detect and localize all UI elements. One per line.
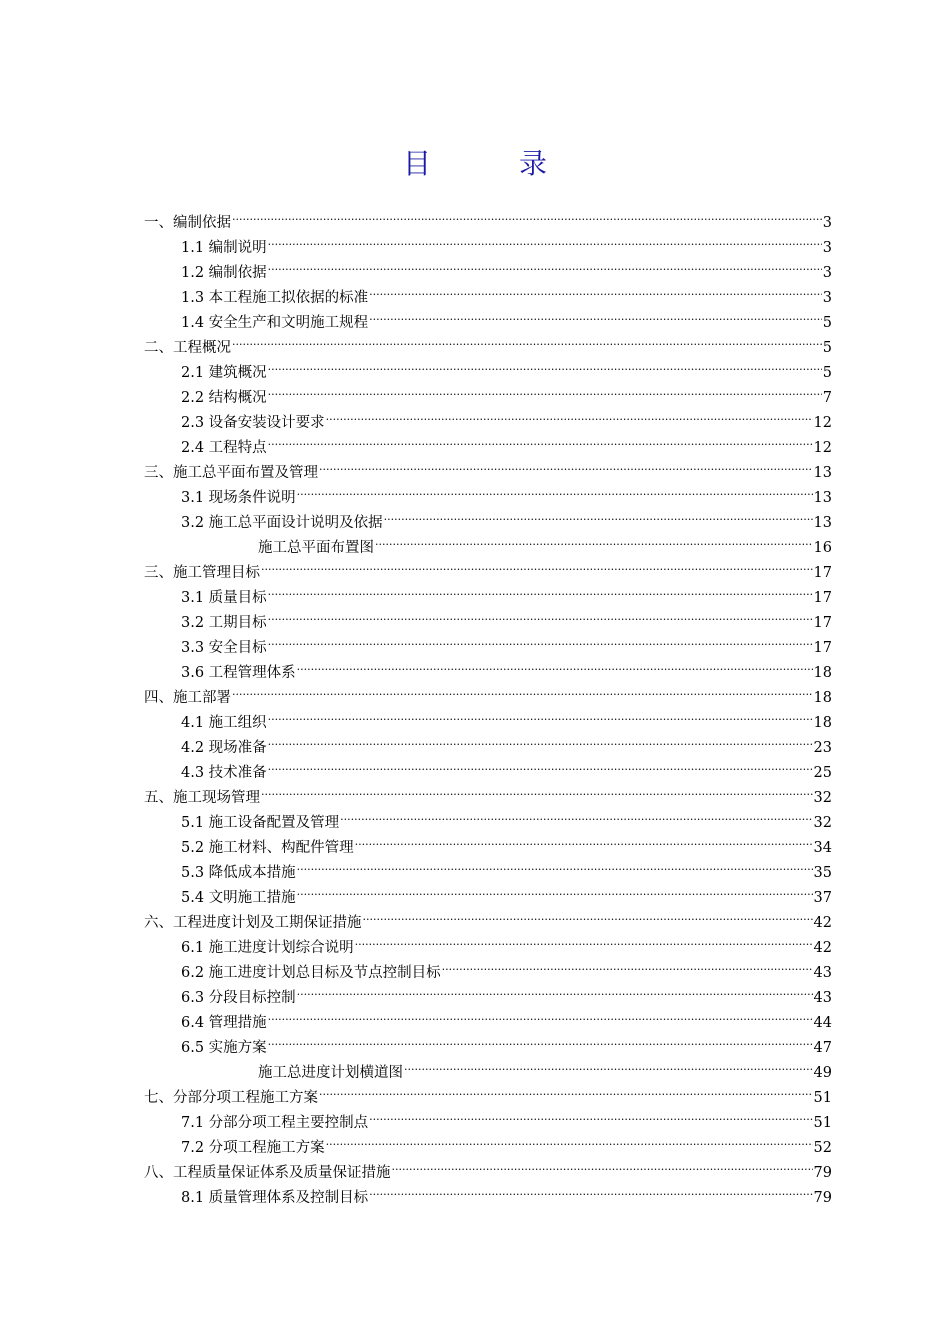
toc-dot-leader <box>268 252 822 277</box>
toc-entry-label: 四、施工部署 <box>144 690 231 706</box>
toc-entry-label: 二、工程概况 <box>144 340 231 356</box>
toc-entry-page-number: 42 <box>813 915 832 931</box>
toc-entry-page-number: 3 <box>822 240 832 256</box>
toc-dot-leader <box>268 702 813 727</box>
toc-entry-page-number: 12 <box>813 415 832 431</box>
toc-dot-leader <box>363 902 813 927</box>
toc-entry-page-number: 37 <box>813 890 832 906</box>
toc-entry-label: 八、工程质量保证体系及质量保证措施 <box>144 1165 391 1181</box>
toc-entry-page-number: 23 <box>813 740 832 756</box>
toc-entry-page-number: 12 <box>813 440 832 456</box>
toc-dot-leader <box>375 527 813 552</box>
toc-dot-leader <box>268 602 813 627</box>
toc-entry-page-number: 79 <box>813 1190 832 1206</box>
toc-entry-page-number: 18 <box>813 690 832 706</box>
toc-dot-leader <box>384 502 813 527</box>
toc-entry-label: 5.4 文明施工措施 <box>181 890 296 906</box>
toc-dot-leader <box>404 1052 813 1077</box>
toc-entry-label: 1.3 本工程施工拟依据的标准 <box>181 290 369 306</box>
toc-entry-label: 3.3 安全目标 <box>181 640 267 656</box>
toc-entry-page-number: 7 <box>822 390 832 406</box>
toc-dot-leader <box>232 202 822 227</box>
toc-dot-leader <box>268 427 813 452</box>
toc-entry-label: 三、施工管理目标 <box>144 565 260 581</box>
toc-dot-leader <box>297 477 813 502</box>
toc-dot-leader <box>442 952 813 977</box>
toc-entry-page-number: 49 <box>813 1065 832 1081</box>
toc-dot-leader <box>261 552 813 577</box>
toc-entry-page-number: 32 <box>813 815 832 831</box>
toc-dot-leader <box>268 577 813 602</box>
toc-entry-label: 4.2 现场准备 <box>181 740 267 756</box>
toc-entry-label: 2.1 建筑概况 <box>181 365 267 381</box>
toc-dot-leader <box>297 652 813 677</box>
toc-entry-page-number: 51 <box>813 1115 832 1131</box>
toc-entry-page-number: 52 <box>813 1140 832 1156</box>
toc-entry-page-number: 17 <box>813 590 832 606</box>
toc-entry-page-number: 18 <box>813 665 832 681</box>
toc-dot-leader <box>326 1127 813 1152</box>
toc-dot-leader <box>297 877 813 902</box>
toc-dot-leader <box>268 752 813 777</box>
toc-entry-label: 2.3 设备安装设计要求 <box>181 415 325 431</box>
toc-entry-page-number: 43 <box>813 965 832 981</box>
toc-entry[interactable] <box>144 552 832 581</box>
toc-dot-leader <box>369 302 822 327</box>
toc-dot-leader <box>355 827 813 852</box>
toc-entry-label: 3.2 工期目标 <box>181 615 267 631</box>
toc-entry-page-number: 42 <box>813 940 832 956</box>
toc-entry-label: 6.1 施工进度计划综合说明 <box>181 940 354 956</box>
toc-entry-label: 3.1 质量目标 <box>181 590 267 606</box>
toc-entry[interactable] <box>144 352 832 381</box>
toc-entry-label: 3.1 现场条件说明 <box>181 490 296 506</box>
toc-dot-leader <box>319 452 813 477</box>
toc-entry-label: 施工总进度计划横道图 <box>258 1065 403 1081</box>
toc-entry-page-number: 17 <box>813 615 832 631</box>
toc-entry-page-number: 79 <box>813 1165 832 1181</box>
toc-dot-leader <box>232 677 813 702</box>
toc-entry-label: 1.1 编制说明 <box>181 240 267 256</box>
toc-entry-label: 五、施工现场管理 <box>144 790 260 806</box>
toc-entry-page-number: 44 <box>813 1015 832 1031</box>
toc-entry-page-number: 5 <box>822 340 832 356</box>
toc-entry-label: 6.4 管理措施 <box>181 1015 267 1031</box>
toc-dot-leader <box>268 1027 813 1052</box>
toc-entry-page-number: 18 <box>813 715 832 731</box>
toc-dot-leader <box>297 852 813 877</box>
toc-entry-label: 1.2 编制依据 <box>181 265 267 281</box>
toc-entry[interactable] <box>144 1077 832 1106</box>
toc-entry-label: 5.3 降低成本措施 <box>181 865 296 881</box>
toc-dot-leader <box>392 1152 813 1177</box>
toc-entry-page-number: 5 <box>822 365 832 381</box>
toc-entry-page-number: 51 <box>813 1090 832 1106</box>
toc-dot-leader <box>369 1177 812 1202</box>
toc-dot-leader <box>369 1102 812 1127</box>
toc-entry-page-number: 47 <box>813 1040 832 1056</box>
toc-dot-leader <box>261 777 813 802</box>
toc-entry-label: 6.2 施工进度计划总目标及节点控制目标 <box>181 965 441 981</box>
toc-entry-label: 三、施工总平面布置及管理 <box>144 465 318 481</box>
toc-entry-page-number: 32 <box>813 790 832 806</box>
toc-entry-page-number: 25 <box>813 765 832 781</box>
toc-entry[interactable] <box>144 227 832 256</box>
toc-entry-label: 5.2 施工材料、构配件管理 <box>181 840 354 856</box>
toc-entry-page-number: 16 <box>813 540 832 556</box>
toc-dot-leader <box>369 277 822 302</box>
toc-entry[interactable] <box>144 327 832 356</box>
toc-entry-label: 施工总平面布置图 <box>258 540 374 556</box>
toc-entry-label: 3.2 施工总平面设计说明及依据 <box>181 515 383 531</box>
toc-entry-label: 2.2 结构概况 <box>181 390 267 406</box>
toc-entry-page-number: 13 <box>813 490 832 506</box>
toc-entry-label: 8.1 质量管理体系及控制目标 <box>181 1190 369 1206</box>
toc-entry-label: 3.6 工程管理体系 <box>181 665 296 681</box>
toc-entry-label: 6.5 实施方案 <box>181 1040 267 1056</box>
toc-entry-page-number: 3 <box>822 265 832 281</box>
toc-dot-leader <box>232 327 822 352</box>
toc-entry-label: 1.4 安全生产和文明施工规程 <box>181 315 369 331</box>
toc-entry[interactable] <box>144 702 832 731</box>
toc-dot-leader <box>268 377 822 402</box>
toc-entry-page-number: 34 <box>813 840 832 856</box>
toc-dot-leader <box>297 977 813 1002</box>
toc-entry[interactable] <box>144 202 832 231</box>
toc-entry-page-number: 3 <box>822 215 832 231</box>
toc-dot-leader <box>268 1002 813 1027</box>
toc-entry-page-number: 13 <box>813 465 832 481</box>
toc-dot-leader <box>355 927 813 952</box>
toc-entry-page-number: 17 <box>813 640 832 656</box>
toc-entry-label: 7.1 分部分项工程主要控制点 <box>181 1115 369 1131</box>
toc-entry-label: 5.1 施工设备配置及管理 <box>181 815 340 831</box>
toc-entry-label: 2.4 工程特点 <box>181 440 267 456</box>
toc-dot-leader <box>340 802 812 827</box>
toc-entry[interactable] <box>144 677 832 706</box>
toc-entry-label: 7.2 分项工程施工方案 <box>181 1140 325 1156</box>
toc-entry-label: 4.3 技术准备 <box>181 765 267 781</box>
table-of-contents <box>144 202 832 1206</box>
toc-entry-page-number: 3 <box>822 290 832 306</box>
toc-dot-leader <box>268 627 813 652</box>
toc-entry-page-number: 43 <box>813 990 832 1006</box>
toc-entry-page-number: 35 <box>813 865 832 881</box>
toc-dot-leader <box>268 352 822 377</box>
toc-entry-label: 4.1 施工组织 <box>181 715 267 731</box>
toc-entry-page-number: 5 <box>822 315 832 331</box>
toc-entry-label: 六、工程进度计划及工期保证措施 <box>144 915 362 931</box>
toc-title: 目 录 <box>402 147 577 180</box>
toc-entry-page-number: 13 <box>813 515 832 531</box>
toc-dot-leader <box>268 727 813 752</box>
toc-entry-label: 6.3 分段目标控制 <box>181 990 296 1006</box>
toc-entry-label: 七、分部分项工程施工方案 <box>144 1090 318 1106</box>
toc-dot-leader <box>326 402 813 427</box>
toc-entry-page-number: 17 <box>813 565 832 581</box>
toc-entry-label: 一、编制依据 <box>144 215 231 231</box>
toc-dot-leader <box>268 227 822 252</box>
toc-dot-leader <box>319 1077 813 1102</box>
